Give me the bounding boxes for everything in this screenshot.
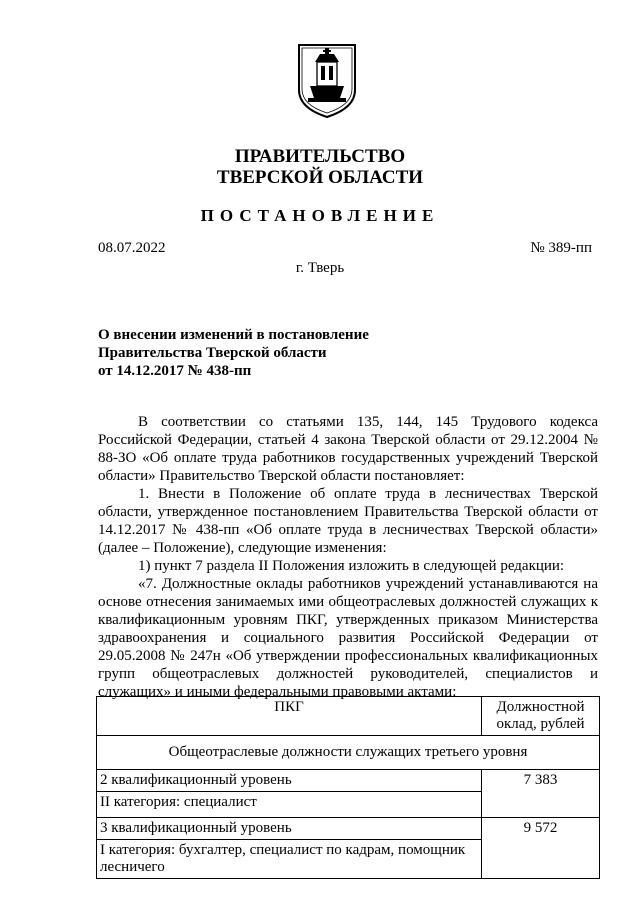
subject-line3: от 14.12.2017 № 438-пп [98,363,252,379]
table-cell-salary: 9 572 [482,818,600,879]
document-type-title: ПОСТАНОВЛЕНИЕ [200,206,440,225]
document-subject [98,326,369,380]
table-group-row [97,736,600,770]
table-cell-salary: 7 383 [482,770,600,818]
document-city: г. Тверь [295,260,345,276]
body-paragraph-item1: 1. Внести в Положение об оплате труда в лесничествах Тверской области, утвержденное постановлением Правительства Тверской области от 14.12.2017 № 438-пп «Об оплате труда в лесничествах Тверской области» (далее – Положение), следующие изменения: [98,486,598,556]
table-header-pkg: ПКГ [97,697,482,736]
table-cell-category: II категория: специалист [97,792,482,818]
table-cell-category: I категория: бухгалтер, специалист по кадрам, помощник лесничего [97,840,482,879]
subject-line2: Правительства Тверской области [98,345,327,361]
table-group-title: Общеотраслевые должности служащих третьего уровня [97,736,600,770]
coat-of-arms-emblem [296,42,358,120]
body-paragraph-point7: «7. Должностные оклады работников учреждений устанавливаются на основе отнесения занимаемых ими общеотраслевых должностей служащих к квалификационным уровням ПКГ, утвержденных приказом Министерства здравоохранения и социального развития Российской Федерации от 29.05.2008 № 247н «Об утверждении профессиональных квалификационных групп общеотраслевых должностей руководителей, специалистов и служащих» и иными федеральными правовыми актами: [98,576,598,700]
table-cell-level: 3 квалификационный уровень [97,818,482,840]
document-date: 08.07.2022 [98,240,166,256]
table-cell-level: 2 квалификационный уровень [97,770,482,792]
body-paragraph-preamble: В соответствии со статьями 135, 144, 145 Трудового кодекса Российской Федерации, статьей 4 закона Тверской области от 29.12.2004 № 88-ЗО «Об оплате труда работников государственных учреждений Тверской области» Правительство Тверской области постановляет: [98,414,598,484]
organization-name-line1: ПРАВИТЕЛЬСТВО [234,146,406,167]
document-body [98,413,598,701]
organization-name-line2: ТВЕРСКОЙ ОБЛАСТИ [216,167,424,188]
table-row [97,770,600,792]
table-header-row [97,697,600,736]
document-number: № 389-пп [530,240,592,256]
salary-table [96,696,600,879]
subject-line1: О внесении изменений в постановление [98,327,369,343]
table-row [97,818,600,840]
table-header-salary: Должностной оклад, рублей [482,697,600,736]
body-paragraph-subitem1: 1) пункт 7 раздела II Положения изложить в следующей редакции: [138,558,565,574]
